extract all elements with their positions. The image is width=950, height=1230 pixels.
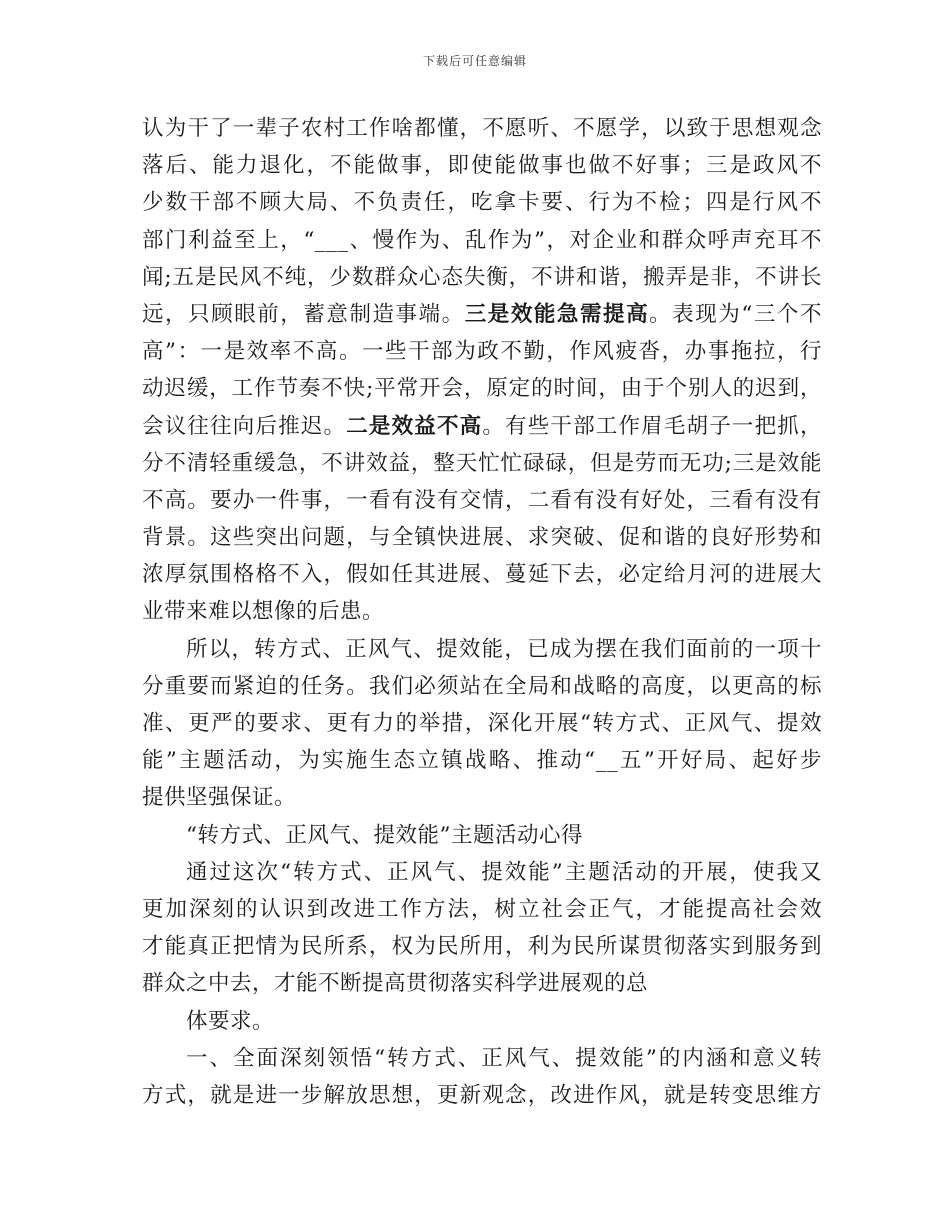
text-line bbox=[142, 817, 822, 854]
text-line bbox=[142, 259, 822, 296]
text-run: 通过这次“转方式、正风气、提效能”主题活动的开展，使我又 bbox=[186, 859, 822, 885]
text-run: 闻;五是民风不纯，少数群众心态失衡，不讲和谐，搬弄是非，不讲长 bbox=[142, 264, 822, 290]
text-run: 分重要而紧迫的任务。我们必须站在全局和战略的高度，以更高的标 bbox=[142, 673, 822, 699]
text-run: 方式，就是进一步解放思想，更新观念，改进作风，就是转变思维方 bbox=[142, 1082, 822, 1108]
text-line bbox=[142, 928, 822, 965]
text-run: 动迟缓，工作节奏不快;平常开会，原定的时间，由于个别人的迟到， bbox=[142, 376, 822, 402]
text-line bbox=[142, 593, 822, 630]
text-line bbox=[142, 408, 822, 445]
text-line bbox=[142, 1003, 822, 1040]
text-line bbox=[142, 184, 822, 221]
text-line bbox=[142, 668, 822, 705]
text-line bbox=[142, 445, 822, 482]
text-line bbox=[142, 854, 822, 891]
text-run: 会议往往向后推迟。 bbox=[142, 413, 347, 439]
page-header: 下载后可任意编辑 bbox=[422, 54, 527, 68]
bold-phrase: 三是效能急需提高 bbox=[464, 301, 650, 327]
text-run: 。表现为“三个不 bbox=[649, 301, 822, 327]
text-line bbox=[142, 965, 822, 1002]
text-run: 分不清轻重缓急，不讲效益，整天忙忙碌碌，但是劳而无功;三是效能 bbox=[142, 450, 822, 476]
text-line bbox=[142, 1077, 822, 1114]
text-run: 远，只顾眼前，蓄意制造事端。 bbox=[142, 301, 465, 327]
text-line bbox=[142, 482, 822, 519]
text-run: 浓厚氛围格格不入，假如任其进展、蔓延下去，必定给月河的进展大 bbox=[142, 562, 822, 588]
text-line bbox=[142, 742, 822, 779]
text-run: 一、全面深刻领悟“转方式、正风气、提效能”的内涵和意义转 bbox=[186, 1045, 822, 1071]
text-run: 业带来难以想像的后患。 bbox=[142, 599, 385, 625]
text-run: 高”：一是效率不高。一些干部为政不勤，作风疲沓，办事拖拉，行 bbox=[142, 339, 822, 365]
text-line bbox=[142, 147, 822, 184]
text-line bbox=[142, 556, 822, 593]
text-run: 少数干部不顾大局、不负责任，吃拿卡要、行为不检；四是行风不 bbox=[142, 190, 822, 216]
text-run: 更加深刻的认识到改进工作方法，树立社会正气，才能提高社会效 bbox=[142, 896, 822, 922]
text-run: 。有些干部工作眉毛胡子一把抓， bbox=[482, 413, 822, 439]
text-line bbox=[142, 705, 822, 742]
text-line bbox=[142, 779, 822, 816]
text-run: 群众之中去，才能不断提高贯彻落实科学进展观的总 bbox=[142, 971, 649, 997]
text-run: 不高。要办一件事，一看有没有交情，二看有没有好处，三看有没有 bbox=[142, 487, 822, 513]
text-run: 准、更严的要求、更有力的举措，深化开展“转方式、正风气、提效 bbox=[142, 711, 822, 736]
text-line bbox=[142, 370, 822, 407]
text-line bbox=[142, 1040, 822, 1077]
text-line bbox=[142, 110, 822, 147]
text-run: 背景。这些突出问题，与全镇快进展、求突破、促和谐的良好形势和 bbox=[142, 525, 822, 551]
text-line bbox=[142, 296, 822, 333]
text-run: “转方式、正风气、提效能”主题活动心得 bbox=[186, 822, 583, 848]
text-line bbox=[142, 519, 822, 556]
text-run: 能”主题活动，为实施生态立镇战略、推动“__五”开好局、起好步 bbox=[142, 748, 822, 774]
document-body bbox=[142, 110, 822, 1114]
text-run: 才能真正把情为民所系，权为民所用，利为民所谋贯彻落实到服务到 bbox=[142, 934, 822, 960]
text-run: 部门利益至上，“___、慢作为、乱作为”，对企业和群众呼声充耳不 bbox=[142, 227, 822, 253]
text-run: 认为干了一辈子农村工作啥都懂，不愿听、不愿学，以致于思想观念 bbox=[142, 116, 822, 141]
text-run: 落后、能力退化，不能做事，即使能做事也做不好事；三是政风不 bbox=[142, 153, 822, 179]
text-line bbox=[142, 222, 822, 259]
text-line bbox=[142, 891, 822, 928]
text-line bbox=[142, 333, 822, 370]
text-run: 体要求。 bbox=[186, 1008, 275, 1034]
text-line bbox=[142, 631, 822, 668]
bold-phrase: 二是效益不高 bbox=[346, 413, 483, 439]
text-run: 提供坚强保证。 bbox=[142, 785, 297, 811]
text-run: 所以，转方式、正风气、提效能，已成为摆在我们面前的一项十 bbox=[186, 636, 822, 662]
